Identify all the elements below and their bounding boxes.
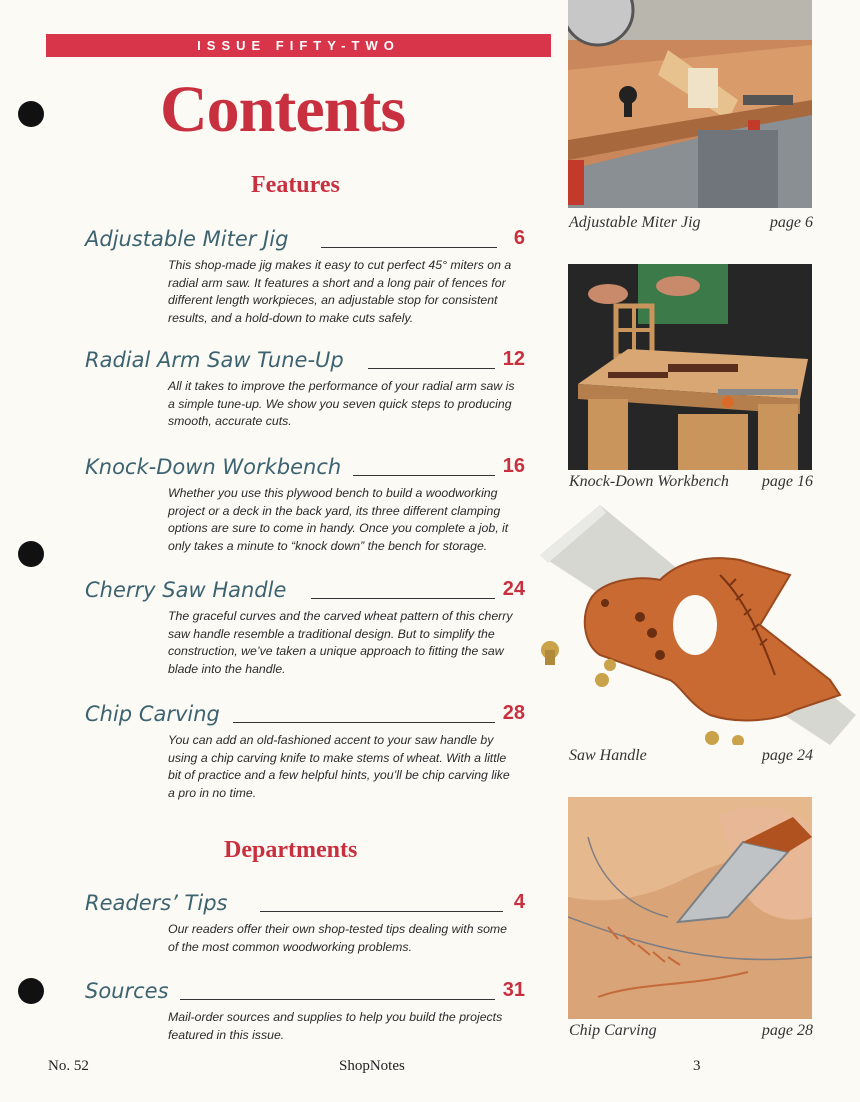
caption-title: Chip Carving: [569, 1022, 657, 1039]
entry-title: Chip Carving: [85, 702, 220, 726]
caption-page: page 6: [769, 214, 813, 231]
entry-page: 28: [502, 702, 525, 724]
page-number: 3: [693, 1058, 701, 1074]
toc-entry-saw-tune-up[interactable]: [85, 346, 525, 431]
photo-caption: [569, 747, 813, 765]
entry-page: 4: [513, 891, 525, 913]
toc-entry-workbench[interactable]: [85, 453, 525, 555]
issue-number: No. 52: [48, 1058, 89, 1074]
entry-title: Knock-Down Workbench: [85, 455, 342, 479]
entry-title: Radial Arm Saw Tune-Up: [85, 348, 344, 372]
entry-description: The graceful curves and the carved wheat pattern of this cherry saw handle resemble a traditional design. But to simplify the construction, we’ve taken a unique approach to fitting the saw blade into the handle.: [168, 609, 513, 676]
caption-title: Saw Handle: [569, 747, 647, 764]
saw-handle-photo: [540, 505, 856, 745]
issue-banner: ISSUE FIFTY-TWO: [46, 34, 551, 57]
magazine-name: ShopNotes: [339, 1058, 405, 1074]
entry-page: 31: [502, 979, 525, 1001]
entry-page: 16: [502, 455, 525, 477]
dot-leader: [321, 247, 497, 248]
binder-hole: [18, 101, 44, 127]
dot-leader: [353, 475, 495, 476]
entry-description: All it takes to improve the performance of your radial arm saw is a simple tune-up. We show you seven quick steps to producing smooth, accurate cuts.: [168, 379, 515, 429]
entry-page: 24: [502, 578, 525, 600]
caption-title: Knock-Down Workbench: [569, 473, 729, 490]
features-heading: Features: [251, 172, 340, 198]
photo-caption: [569, 473, 813, 491]
photo-caption: [569, 214, 813, 232]
entry-title: Sources: [85, 979, 169, 1003]
toc-entry-miter-jig[interactable]: [85, 225, 525, 327]
miter-jig-photo: [568, 0, 812, 208]
entry-description: Mail-order sources and supplies to help you build the projects featured in this issue.: [168, 1010, 503, 1042]
dot-leader: [233, 722, 495, 723]
binder-hole: [18, 541, 44, 567]
dot-leader: [180, 999, 495, 1000]
dot-leader: [368, 368, 495, 369]
entry-description: Whether you use this plywood bench to build a woodworking project or a deck in the back yard, its three different clamping options are sure to come in handy. Once you complete a job, it only takes a minute to “knock down” the bench for storage.: [168, 486, 509, 553]
entry-page: 12: [502, 348, 525, 370]
dot-leader: [260, 911, 503, 912]
caption-title: Adjustable Miter Jig: [569, 214, 701, 231]
caption-page: page 24: [761, 747, 813, 764]
toc-entry-saw-handle[interactable]: [85, 576, 525, 678]
entry-description: Our readers offer their own shop-tested tips dealing with some of the most common woodworking problems.: [168, 922, 508, 954]
entry-page: 6: [513, 227, 525, 249]
entry-title: Cherry Saw Handle: [85, 578, 287, 602]
workbench-photo: [568, 264, 812, 470]
binder-hole: [18, 978, 44, 1004]
entry-description: You can add an old-fashioned accent to your saw handle by using a chip carving knife to make stems of wheat. With a little bit of practice and a few helpful hints, you’ll be chip carving like a pro in no time.: [168, 733, 510, 800]
caption-page: page 28: [761, 1022, 813, 1039]
entry-description: This shop-made jig makes it easy to cut perfect 45° miters on a radial arm saw. It features a short and a long pair of fences for different length workpieces, an adjustable stop for consistent results, and a hold-down to make cuts safely.: [168, 258, 512, 325]
caption-page: page 16: [761, 473, 813, 490]
page-title: Contents: [160, 73, 406, 146]
toc-entry-readers-tips[interactable]: [85, 889, 525, 956]
dot-leader: [311, 598, 495, 599]
departments-heading: Departments: [224, 837, 358, 863]
toc-entry-chip-carving[interactable]: [85, 700, 525, 802]
entry-title: Readers’ Tips: [85, 891, 228, 915]
entry-title: Adjustable Miter Jig: [85, 227, 289, 251]
photo-caption: [569, 1022, 813, 1040]
toc-entry-sources[interactable]: [85, 977, 525, 1044]
chip-carving-photo: [568, 797, 812, 1019]
